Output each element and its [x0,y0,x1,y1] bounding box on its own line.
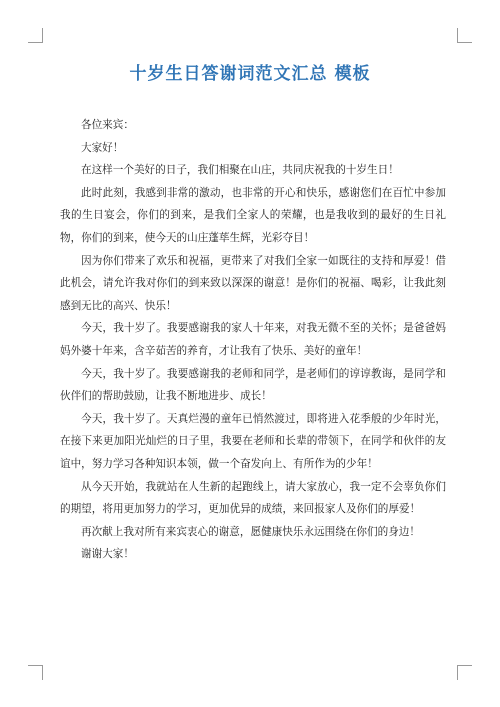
paragraph: 此时此刻，我感到非常的激动，也非常的开心和快乐，感谢您们在百忙中参加我的生日宴会，你们的到来，是我们全家人的荣耀，也是我收到的最好的生日礼物，你们的到来，使今天的山庄蓬荜生辉，光彩夺目！ [60,186,446,244]
crop-mark-top-right [457,28,472,43]
paragraph-salutation: 各位来宾： [81,119,134,131]
paragraph-closing: 谢谢大家！ [81,548,134,561]
paragraph: 再次献上我对所有来宾衷心的谢意，愿健康快乐永远围绕在你们的身边！ [81,525,420,538]
document-body [60,114,446,566]
paragraph: 因为你们带来了欢乐和祝福，更带来了对我们全家一如既往的支持和厚爱！借此机会，请允许我对你们的到来致以深深的谢意！是你们的祝福、喝彩，让我此刻感到无比的高兴、快乐！ [60,254,446,312]
paragraph-greeting: 大家好！ [81,141,124,154]
crop-mark-top-left [28,28,43,43]
crop-mark-bottom-left [28,665,43,680]
paragraph: 今天，我十岁了。我要感谢我的老师和同学，是老师们的谆谆教诲，是同学和伙伴们的帮助鼓励，让我不断地进步、成长！ [60,367,446,403]
paragraph: 从今天开始，我就站在人生新的起跑线上，请大家放心，我一定不会辜负你们的期望，将用更加努力的学习，更加优异的成绩，来回报家人及你们的厚爱！ [60,480,446,516]
paragraph: 在这样一个美好的日子，我们相聚在山庄，共同庆祝我的十岁生日！ [81,164,399,177]
paragraph: 今天，我十岁了。天真烂漫的童年已悄然渡过，即将进入花季般的少年时光，在接下来更加阳光灿烂的日子里，我要在老师和长辈的带领下，在同学和伙伴的友谊中，努力学习各种知识本领，做一个奋发向上、有所作为的少年！ [60,412,446,470]
document-title: 十岁生日答谢词范文汇总 模板 [129,64,371,84]
paragraph: 今天，我十岁了。我要感谢我的家人十年来，对我无微不至的关怀；是爸爸妈妈外婆十年来，含辛茹苦的养育，才让我有了快乐、美好的童年！ [60,322,446,357]
crop-mark-bottom-right [457,665,472,680]
